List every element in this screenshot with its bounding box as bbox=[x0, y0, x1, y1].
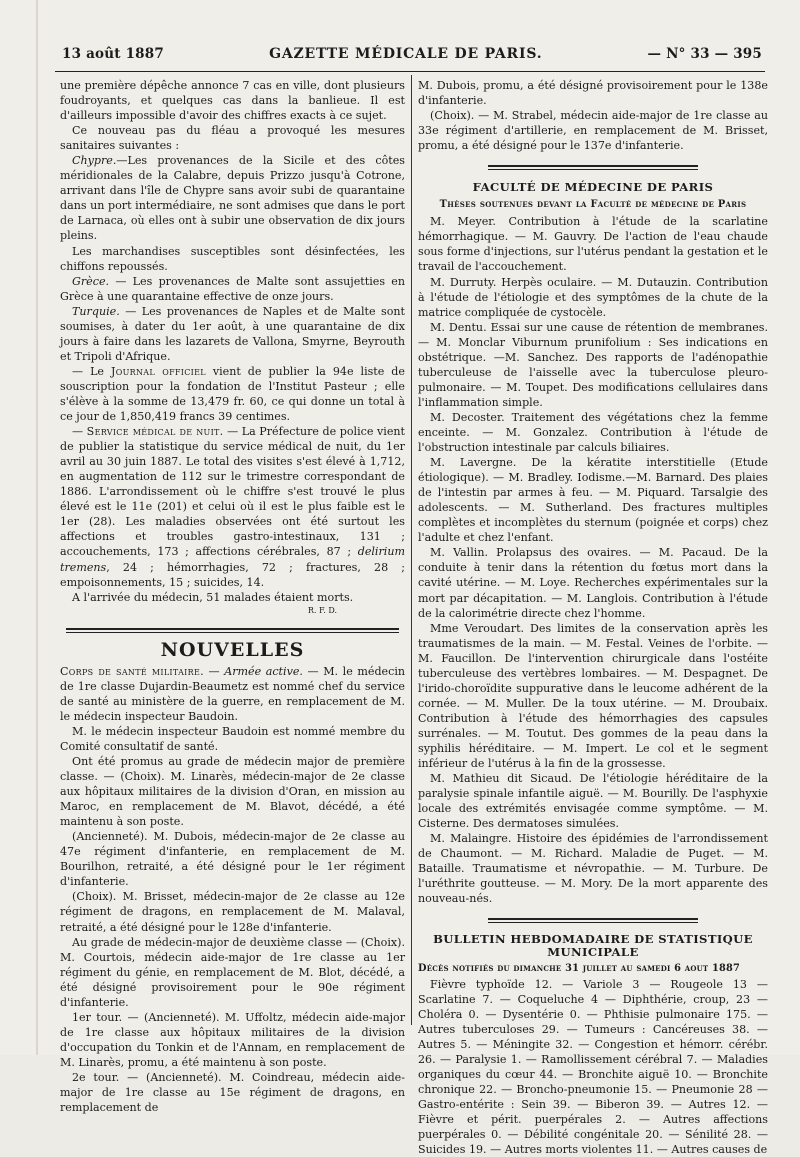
country-label: Grèce. bbox=[72, 274, 110, 288]
statistics-paragraph: Fièvre typhoïde 12. — Variole 3 — Rougeole 13 — Scarlatine 7. — Coqueluche 4 — Diphthérie, croup, 23 — Choléra 0. — Dysentérie 0. — Phthisie pulmonaire 175. — Autres tuberculoses 29. — Tumeurs : Cancéreuses 38. — Autres 5. — Méningite 32. — Congestion et hémorr. cérébr. 26. — Paralysie 1. — Ramollissement cérébral 7. — Maladies organiques du cœur 44. — Bronchite aiguë 10. — Bronchite chronique 22. — Broncho-pneumonie 15. — Pneumonie 28 — Gastro-entérite : Sein 39. — Biberon 39. — Autres 12. — Fièvre et périt. puerpérales 2. — Autres affections puerpérales 0. — Débilité congénitale 20. — Sénilité 28. — Suicides 19. — Autres morts violentes 11. — Autres causes de bbox=[418, 977, 768, 1157]
paragraph-text: , 24 ; hémorrhagies, 72 ; fractures, 28 ; empoisonnements, 15 ; suicides, 14. bbox=[60, 560, 405, 589]
paragraph-text: —Les provenances de la Sicile et des côtes méridionales de la Calabre, depuis Prizzo jusqu'à Cotrone, arrivant dans l'île de Chypre sans avoir subi de quarantaine dans un port intermédiaire, ne sont admises que dans le port de Larnaca, où elles ont à subir une observation de dix jours pleins. bbox=[60, 154, 405, 243]
thesis-paragraph: M. Dentu. Essai sur une cause de rétention de membranes. — M. Monclar Viburnum prunifolium : Ses indications en obstétrique. —M. Sanchez. Des rapports de l'adénopathie tuberculeuse de l'aisselle avec la tuberculose pleuro-pulmonaire. — M. Toupet. Des modifications cellulaires dans l'inflammation simple. bbox=[418, 320, 768, 409]
paragraph: (Choix). — M. Strabel, médecin aide-major de 1re classe au 33e régiment d'artillerie, en remplacement de M. Brisset, promu, a été désigné pour le 137e d'infanterie. bbox=[418, 109, 768, 153]
binding-shadow bbox=[36, 0, 38, 1055]
paragraph: A l'arrivée du médecin, 51 malades étaient morts. bbox=[72, 590, 354, 604]
paragraph: Ce nouveau pas du fléau a provoqué les mesures sanitaires suivantes : bbox=[60, 124, 405, 153]
paragraph bbox=[60, 304, 405, 364]
paragraph bbox=[60, 424, 405, 590]
deces-heading: Décès notifiés du dimanche 31 juillet au samedi 6 aout 1887 bbox=[418, 963, 741, 975]
column-divider bbox=[411, 75, 412, 1025]
paragraph-text: — La Préfecture de police vient de publier la statistique du service médical de nuit, du 1er avril au 30 juin 1887. Le total des visites s'est élevé à 1,712, en augmentation de 112 sur le trimestre correspondant de 1886. L'arrondissement où le chiffre s'est trouvé le plus élevé est le 11e (201) et celui où il est le plus faible est le 1er (28). Les maladies observées ont été surtout les affections et troubles gastro-intestinaux, 131 ; accouchements, 173 ; affections cérébrales, 87 ; bbox=[60, 425, 405, 559]
thesis-paragraph: M. Decoster. Traitement des végétations chez la femme enceinte. — M. Gonzalez. Contribution à l'étude de l'obstruction intestinale par calculs biliaires. bbox=[418, 410, 768, 455]
section-rule bbox=[66, 628, 399, 633]
section-label: Service médical de nuit. bbox=[86, 425, 224, 439]
country-label: Turquie. bbox=[72, 304, 120, 318]
signature: R. F. D. bbox=[307, 605, 337, 615]
section-subtitle-theses: Thèses soutenues devant la Faculté de médecine de Paris bbox=[439, 199, 747, 211]
journal-name: Journal officiel bbox=[110, 364, 206, 378]
section-rule bbox=[488, 165, 698, 170]
thesis-paragraph: M. Mathieu dit Sicaud. De l'étiologie héréditaire de la paralysie spinale infantile aiguë. — M. Bourilly. De l'asphyxie locale des extrémités envisagée comme symptôme. — M. Cisterne. Des dermatoses simulées. bbox=[418, 772, 768, 831]
left-column bbox=[60, 78, 405, 1115]
section-title-bulletin: BULLETIN HEBDOMADAIRE DE STATISTIQUE MUNICIPALE bbox=[433, 932, 753, 960]
header-page-number: — N° 33 — 395 bbox=[647, 46, 762, 62]
thesis-paragraph: Mme Veroudart. Des limites de la conservation après les traumatismes de la main. — M. Festal. Veines de l'orbite. — M. Faucillon. De l'intervention chirurgicale dans l'ostéite tuberculeuse des vertèbres lombaires. — M. Despagnet. De l'irido-choroïdite suppurative dans le leucome adhérent de la cornée. — M. Muller. De la toux utérine. — M. Droubaix. Contribution à l'étude des hémorrhagies des capsules surrénales. — M. Toutut. Des gommes de la peau dans la syphilis héréditaire. — M. Impert. Le col et le segment inférieur de l'utérus à la fin de la grossesse. bbox=[418, 621, 768, 771]
subsection-label: Armée active. bbox=[224, 664, 303, 678]
header-date: 13 août 1887 bbox=[62, 46, 164, 62]
paragraph-text: — M. le médecin de 1re classe Dujardin-Beaumetz est nommé chef du service de santé au ministère de la guerre, en remplacement de M. le médecin inspecteur Baudoin. bbox=[60, 664, 406, 723]
thesis-paragraph: M. Durruty. Herpès oculaire. — M. Dutauzin. Contribution à l'étude de l'étiologie et des symptômes de la chute de la matrice compliquée de cystocèle. bbox=[418, 275, 768, 319]
section-title-faculte: FACULTÉ DE MÉDECINE DE PARIS bbox=[472, 180, 714, 195]
paragraph: Ont été promus au grade de médecin major de première classe. — (Choix). M. Linarès, médecin-major de 2e classe aux hôpitaux militaires de la division d'Oran, en mission au Maroc, en remplacement de M. Blavot, décédé, a été maintenu à son poste. bbox=[60, 755, 405, 829]
header-title: GAZETTE MÉDICALE DE PARIS. bbox=[269, 46, 543, 62]
paragraph: M. Dubois, promu, a été désigné provisoirement pour le 138e d'infanterie. bbox=[418, 79, 768, 108]
thesis-paragraph: M. Malaingre. Histoire des épidémies de l'arrondissement de Chaumont. — M. Richard. Maladie de Puget. — M. Bataille. Traumatisme et névropathie. — M. Turbure. De l'uréthrite goutteuse. — M. Mory. De la mort apparente des nouveau-nés. bbox=[418, 832, 768, 906]
page-header bbox=[62, 46, 762, 68]
paragraph: Au grade de médecin-major de deuxième classe — (Choix). M. Courtois, médecin aide-major de 1re classe au 1er régiment du génie, en remplacement de M. Blot, décédé, a été désigné provisoirement pour le 90e régiment d'infanterie. bbox=[60, 935, 405, 1009]
section-title-nouvelles: NOUVELLES bbox=[160, 638, 305, 661]
paragraph-text: — Les provenances de Naples et de Malte sont soumises, à dater du 1er août, à une quarantaine de dix jours à faire dans les lazarets de Vallona, Smyrne, Beyrouth et Tripoli d'Afrique. bbox=[60, 304, 405, 363]
header-rule bbox=[55, 71, 765, 72]
paragraph bbox=[60, 153, 405, 243]
right-column bbox=[418, 78, 768, 1157]
thesis-paragraph: M. Meyer. Contribution à l'étude de la scarlatine hémorrhagique. — M. Gauvry. De l'action de l'eau chaude sous forme d'injections, sur l'utérus pendant la gestation et le travail de l'accouchement. bbox=[418, 215, 768, 274]
paragraph-text: vient de publier la 94e liste de souscription pour la fondation de l'Institut Pasteur ; elle s'élève à la somme de 13,479 fr. 60, ce qui donne un total à ce jour de 1,850,419 francs 39 centimes. bbox=[60, 364, 405, 424]
country-label: Chypre. bbox=[72, 154, 117, 168]
thesis-paragraph: M. Lavergne. De la kératite interstitielle (Etude étiologique). — M. Bradley. Iodisme.—M. Barnard. Des plaies de l'intestin par armes à feu. — M. Piquard. Tarsalgie des adolescents. — M. Sutherland. Des fractures multiples complètes et incomplètes du sternum (poignée et corps) chez l'adulte et chez l'enfant. bbox=[418, 456, 768, 545]
paragraph bbox=[60, 364, 405, 424]
paragraph: 1er tour. — (Ancienneté). M. Uffoltz, médecin aide-major de 1re classe aux hôpitaux militaires de la division d'occupation du Tonkin et de l'Annam, en remplacement de M. Linarès, promu, a été maintenu à son poste. bbox=[60, 1010, 405, 1069]
section-rule bbox=[488, 918, 698, 923]
paragraph: 2e tour. — (Ancienneté). M. Coindreau, médecin aide-major de 1re classe au 15e régiment de dragons, en remplacement de bbox=[60, 1071, 405, 1115]
paragraph: (Choix). M. Brisset, médecin-major de 2e classe au 12e régiment de dragons, en remplacement de M. Malaval, retraité, a été désigné pour le 128e d'infanterie. bbox=[60, 890, 405, 934]
paragraph: Corps de santé militaire. — Armée active. — M. le médecin de 1re classe Dujardin-Beaumetz est nommé chef du service de santé au ministère de la guerre, en remplacement de M. le médecin inspecteur Baudoin. bbox=[60, 664, 406, 723]
paragraph: (Ancienneté). M. Dubois, médecin-major de 2e classe au 47e régiment d'infanterie, en remplacement de M. Bourilhon, retraité, a été désigné pour le 1er régiment d'infanterie. bbox=[60, 830, 405, 889]
thesis-paragraph: M. Vallin. Prolapsus des ovaires. — M. Pacaud. De la conduite à tenir dans la rétention du fœtus mort dans la cavité utérine. — M. Loye. Recherches expérimentales sur la mort par décapitation. — M. Langlois. Contribution à l'étude de la calorimétrie directe chez l'homme. bbox=[418, 546, 768, 620]
paragraph: Les marchandises susceptibles sont désinfectées, les chiffons repoussés. bbox=[60, 244, 405, 273]
section-label: Corps de santé militaire. bbox=[60, 664, 204, 678]
paragraph-text: — Les provenances de Malte sont assujetties en Grèce à une quarantaine effective de onze jours. bbox=[60, 274, 405, 303]
paragraph: M. le médecin inspecteur Baudoin est nommé membre du Comité consultatif de santé. bbox=[60, 724, 405, 753]
paragraph bbox=[60, 274, 405, 304]
italic-term: delirium tremens bbox=[60, 545, 405, 574]
dash: — bbox=[72, 425, 87, 439]
dash: — Le bbox=[72, 364, 111, 378]
paragraph: une première dépêche annonce 7 cas en ville, dont plusieurs foudroyants, et quelques cas dans la banlieue. Il est d'ailleurs impossible d'avoir des chiffres exacts à ce sujet. bbox=[60, 79, 405, 123]
